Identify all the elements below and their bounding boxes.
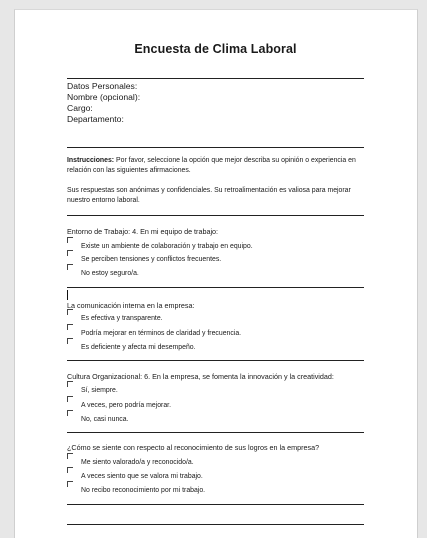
position-field-label: Cargo: (67, 103, 93, 113)
checkbox[interactable] (67, 396, 73, 402)
checkbox[interactable] (67, 324, 73, 330)
divider (67, 215, 364, 216)
checkbox[interactable] (67, 453, 73, 459)
question-work-environment: Entorno de Trabajo: 4. En mi equipo de trabajo: (67, 227, 219, 236)
checkbox[interactable] (67, 309, 73, 315)
instructions-heading: Instrucciones: (67, 157, 115, 164)
checkbox[interactable] (67, 237, 73, 243)
option-label: Podría mejorar en términos de claridad y frecuencia. (81, 330, 242, 337)
option-label: A veces, pero podría mejorar. (81, 402, 172, 409)
question-internal-communication: La comunicación interna en la empresa: (67, 301, 195, 310)
divider (67, 360, 364, 361)
option-label: Me siento valorado/a y reconocido/a. (81, 459, 194, 466)
checkbox[interactable] (67, 410, 73, 416)
question-recognition: ¿Cómo se siente con respecto al reconocimiento de sus logros en la empresa? (67, 443, 320, 452)
option-label: No recibo reconocimiento por mi trabajo. (81, 487, 206, 494)
answer-option[interactable] (67, 381, 364, 395)
checkbox[interactable] (67, 381, 73, 387)
confidentiality-paragraph: Sus respuestas son anónimas y confidenciales. Su retroalimentación es valiosa para mejorar nuestro entorno laboral. (67, 187, 351, 204)
checkbox[interactable] (67, 481, 73, 487)
personal-data-heading: Datos Personales: (67, 81, 138, 91)
option-label: Sí, siempre. (81, 387, 118, 394)
divider (67, 504, 364, 505)
option-label: Existe un ambiente de colaboración y trabajo en equipo. (81, 243, 253, 250)
divider (67, 287, 364, 288)
personal-data-block (67, 81, 140, 125)
checkbox[interactable] (67, 338, 73, 344)
answer-option[interactable] (67, 467, 364, 481)
answer-option[interactable] (67, 250, 364, 264)
option-label: A veces siento que se valora mi trabajo. (81, 473, 203, 480)
document-page (14, 9, 418, 538)
text-cursor (67, 290, 68, 300)
answer-option[interactable] (67, 410, 364, 424)
checkbox[interactable] (67, 250, 73, 256)
divider (67, 432, 364, 433)
document-title: Encuesta de Clima Laboral (134, 42, 297, 56)
answer-option[interactable] (67, 481, 364, 495)
answer-option[interactable] (67, 338, 364, 352)
option-label: Se perciben tensiones y conflictos frecuentes. (81, 256, 222, 263)
checkbox[interactable] (67, 264, 73, 270)
divider (67, 78, 364, 79)
answer-option[interactable] (67, 264, 364, 278)
checkbox[interactable] (67, 467, 73, 473)
question-organizational-culture: Cultura Organizacional: 6. En la empresa, se fomenta la innovación y la creatividad: (67, 372, 334, 381)
answer-option[interactable] (67, 309, 364, 323)
instructions-paragraph (67, 156, 364, 175)
option-label: Es deficiente y afecta mi desempeño. (81, 344, 196, 351)
answer-option[interactable] (67, 453, 364, 467)
divider (67, 524, 364, 525)
answer-option[interactable] (67, 324, 364, 338)
name-field-label: Nombre (opcional): (67, 92, 141, 102)
answer-option[interactable] (67, 237, 364, 251)
instructions-text: Por favor, seleccione la opción que mejor describa su opinión o experiencia en relación con las siguientes afirmaciones. (67, 157, 356, 174)
divider (67, 147, 364, 148)
option-label: No estoy seguro/a. (81, 270, 139, 277)
department-field-label: Departamento: (67, 114, 124, 124)
option-label: Es efectiva y transparente. (81, 315, 163, 322)
answer-option[interactable] (67, 396, 364, 410)
option-label: No, casi nunca. (81, 416, 129, 423)
